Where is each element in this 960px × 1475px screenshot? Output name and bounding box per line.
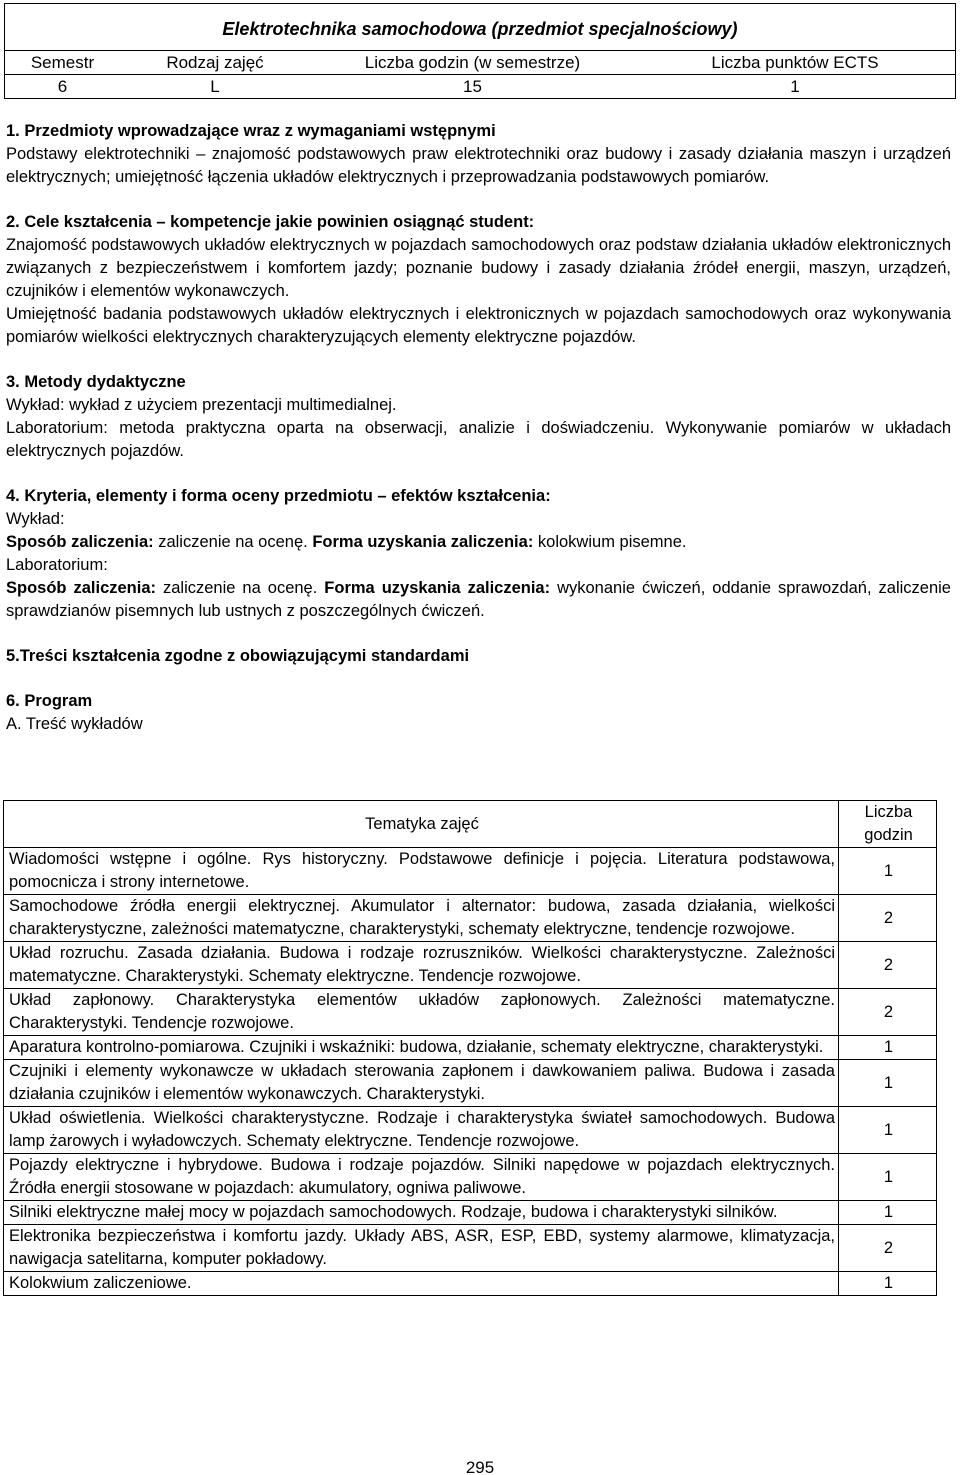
lecture-criteria	[6, 531, 951, 554]
hours-cell: 1	[839, 1201, 937, 1225]
topic-cell: Układ oświetlenia. Wielkości charakterystyczne. Rodzaje i charakterystyka świateł samochodowych. Budowa lamp żarowych i wyładowczych. Schematy elektryczne. Tendencje rozwojowe.	[4, 1107, 839, 1154]
table-row	[4, 989, 937, 1036]
topic-cell: Czujniki i elementy wykonawcze w układach sterowania zapłonem i dawkowaniem paliwa. Budowa i zasada działania czujników i elementów wykonawczych. Charakterystyki.	[4, 1060, 839, 1107]
section-3-heading: 3. Metody dydaktyczne	[6, 373, 186, 391]
lab-form-value: wykonanie ćwiczeń, oddanie sprawozdań, zaliczenie sprawdzianów pisemnych lub ustnych z poszczególnych ćwiczeń.	[6, 579, 951, 620]
course-title: Elektrotechnika samochodowa (przedmiot specjalnościowy)	[5, 4, 956, 51]
syllabus-content	[6, 120, 951, 736]
val-ects: 1	[790, 76, 800, 96]
lecture-mode-label: Sposób zaliczenia:	[6, 533, 154, 551]
hours-cell: 1	[839, 1272, 937, 1296]
col-hours-header: Liczba godzin	[839, 801, 937, 848]
topic-cell: Elektronika bezpieczeństwa i komfortu jazdy. Układy ABS, ASR, ESP, EBD, systemy alarmowe, klimatyzacja, nawigacja satelitarna, komputer pokładowy.	[4, 1225, 839, 1272]
hours-cell: 1	[839, 1107, 937, 1154]
hours-cell: 1	[839, 848, 937, 895]
table-row	[4, 848, 937, 895]
section-6-sub: A. Treść wykładów	[6, 715, 143, 733]
hours-cell: 1	[839, 1036, 937, 1060]
table-row	[4, 1201, 937, 1225]
section-2-heading: 2. Cele kształcenia – kompetencje jakie powinien osiągnąć student:	[6, 213, 535, 231]
program-table	[3, 800, 937, 1296]
section-4-heading: 4. Kryteria, elementy i forma oceny przedmiotu – efektów kształcenia:	[6, 487, 551, 505]
section-1-heading: 1. Przedmioty wprowadzające wraz z wymaganiami wstępnymi	[6, 122, 496, 140]
col-topic-header: Tematyka zajęć	[4, 801, 839, 848]
hours-cell: 2	[839, 895, 937, 942]
hours-cell: 1	[839, 1060, 937, 1107]
page-number: 295	[465, 1458, 495, 1475]
topic-cell: Pojazdy elektryczne i hybrydowe. Budowa i rodzaje pojazdów. Silniki napędowe w pojazdach elektrycznych. Źródła energii stosowane w pojazdach: akumulatory, ogniwa paliwowe.	[4, 1154, 839, 1201]
hours-cell: 2	[839, 989, 937, 1036]
lab-criteria	[6, 577, 951, 623]
table-row	[4, 1036, 937, 1060]
hours-cell: 2	[839, 942, 937, 989]
header-columns	[5, 52, 955, 74]
topic-cell: Silniki elektryczne małej mocy w pojazdach samochodowych. Rodzaje, budowa i charakterystyki silników.	[4, 1201, 839, 1225]
lecture-form-label: Forma uzyskania zaliczenia:	[312, 533, 534, 551]
course-header-table	[4, 3, 956, 99]
table-row	[4, 942, 937, 989]
hours-cell: 1	[839, 1154, 937, 1201]
section-6-heading: 6. Program	[6, 692, 93, 710]
topic-cell: Kolokwium zaliczeniowe.	[4, 1272, 839, 1296]
hours-cell: 2	[839, 1225, 937, 1272]
topic-cell: Wiadomości wstępne i ogólne. Rys historyczny. Podstawowe definicje i pojęcia. Literatura podstawowa, pomocnicza i strony internetowe.	[4, 848, 839, 895]
header-values	[5, 76, 955, 98]
table-row	[4, 1154, 937, 1201]
col-class-type: Rodzaj zajęć	[166, 52, 264, 72]
table-row	[4, 1272, 937, 1296]
table-row	[4, 1060, 937, 1107]
table-row	[4, 1225, 937, 1272]
lab-mode-label: Sposób zaliczenia:	[6, 579, 157, 597]
col-hours: Liczba godzin (w semestrze)	[364, 52, 581, 72]
val-hours: 15	[463, 76, 482, 96]
table-row	[4, 1107, 937, 1154]
lecture-mode-value: zaliczenie na ocenę.	[153, 533, 313, 551]
lab-form-label: Forma uzyskania zaliczenia:	[324, 579, 551, 597]
section-2-p1: Znajomość podstawowych układów elektrycznych w pojazdach samochodowych oraz podstaw działania układów elektronicznych związanych z bezpieczeństwem i komfortem jazdy; poznanie budowy i zasady działania źródeł energii, maszyn, urządzeń, czujników i elementów wykonawczych.	[6, 236, 951, 300]
lecture-label: Wykład:	[6, 510, 65, 528]
topic-cell: Samochodowe źródła energii elektrycznej. Akumulator i alternator: budowa, zasada działania, wielkości charakterystyczne, zależności matematyczne, charakterystyki, schematy elektryczne, tendencje rozwojowe.	[4, 895, 839, 942]
col-ects: Liczba punktów ECTS	[711, 52, 879, 72]
section-3-p2: Laboratorium: metoda praktyczna oparta na obserwacji, analizie i doświadczeniu. Wykonywanie pomiarów w układach elektrycznych pojazdów.	[6, 419, 951, 460]
lecture-form-value: kolokwium pisemne.	[533, 533, 687, 551]
section-5-heading: 5.Treści kształcenia zgodne z obowiązującymi standardami	[6, 647, 470, 665]
topic-cell: Układ rozruchu. Zasada działania. Budowa i rodzaje rozruszników. Wielkości charakterystyczne. Zależności matematyczne. Charakterystyki. Schematy elektryczne. Tendencje rozwojowe.	[4, 942, 839, 989]
lab-label: Laboratorium:	[6, 556, 108, 574]
section-1-text: Podstawy elektrotechniki – znajomość podstawowych praw elektrotechniki oraz budowy i zasady działania maszyn i urządzeń elektrycznych; umiejętność łączenia układów elektrycznych i przeprowadzania podstawowych pomiarów.	[6, 145, 951, 186]
section-2-p2: Umiejętność badania podstawowych układów elektrycznych i elektronicznych w pojazdach samochodowych oraz wykonywania pomiarów wielkości elektrycznych charakteryzujących elementy elektryczne pojazdów.	[6, 305, 951, 346]
program-rows	[4, 848, 937, 1296]
table-row	[4, 895, 937, 942]
val-semester: 6	[57, 76, 68, 96]
section-3-p1: Wykład: wykład z użyciem prezentacji multimedialnej.	[6, 396, 397, 414]
lab-mode-value: zaliczenie na ocenę.	[156, 579, 325, 597]
topic-cell: Aparatura kontrolno-pomiarowa. Czujniki i wskaźniki: budowa, działanie, schematy elektryczne, charakterystyki.	[4, 1036, 839, 1060]
col-semester: Semestr	[30, 52, 95, 72]
topic-cell: Układ zapłonowy. Charakterystyka elementów układów zapłonowych. Zależności matematyczne. Charakterystyki. Tendencje rozwojowe.	[4, 989, 839, 1036]
val-class-type: L	[210, 76, 220, 96]
